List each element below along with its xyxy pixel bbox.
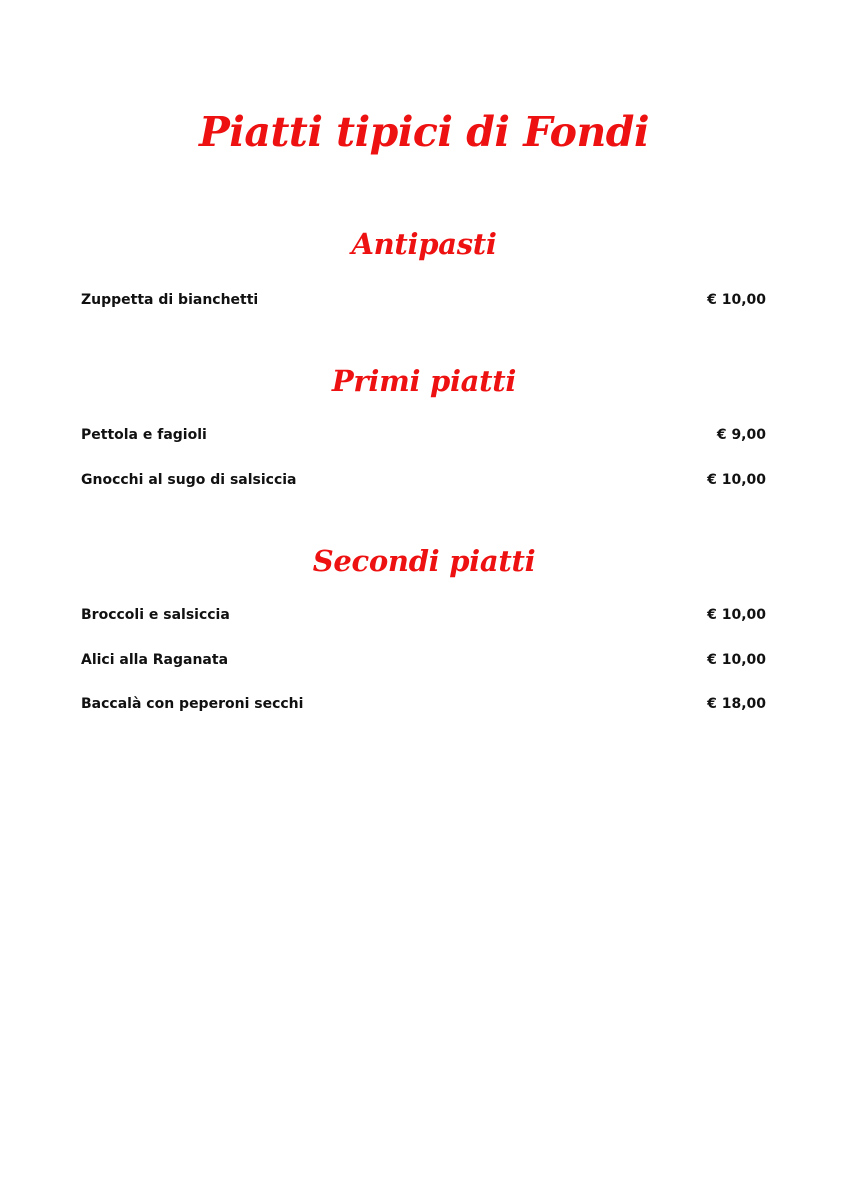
section-heading-primi-piatti: Primi piatti — [331, 364, 517, 398]
menu-item-price: € 10,00 — [707, 652, 766, 668]
section-heading-antipasti: Antipasti — [351, 227, 497, 261]
menu-item-price: € 10,00 — [707, 472, 766, 488]
menu-item-name: Zuppetta di bianchetti — [81, 292, 259, 308]
menu-item — [81, 424, 766, 446]
menu-item — [81, 289, 766, 311]
menu-item-name: Gnocchi al sugo di salsiccia — [81, 472, 297, 488]
menu-item — [81, 693, 766, 715]
menu-item — [81, 604, 766, 626]
menu-item-price: € 10,00 — [707, 292, 766, 308]
menu-item-price: € 18,00 — [707, 696, 766, 712]
menu-item-name: Alici alla Raganata — [81, 652, 229, 668]
menu-title: Piatti tipici di Fondi — [198, 108, 650, 156]
menu-item-name: Baccalà con peperoni secchi — [81, 696, 304, 712]
menu-item-name: Pettola e fagioli — [81, 427, 207, 443]
section-heading-secondi-piatti: Secondi piatti — [312, 544, 536, 578]
menu-item-price: € 10,00 — [707, 607, 766, 623]
menu-item-name: Broccoli e salsiccia — [81, 607, 230, 623]
menu-item — [81, 649, 766, 671]
menu-item-price: € 9,00 — [716, 427, 766, 443]
menu-item — [81, 469, 766, 491]
